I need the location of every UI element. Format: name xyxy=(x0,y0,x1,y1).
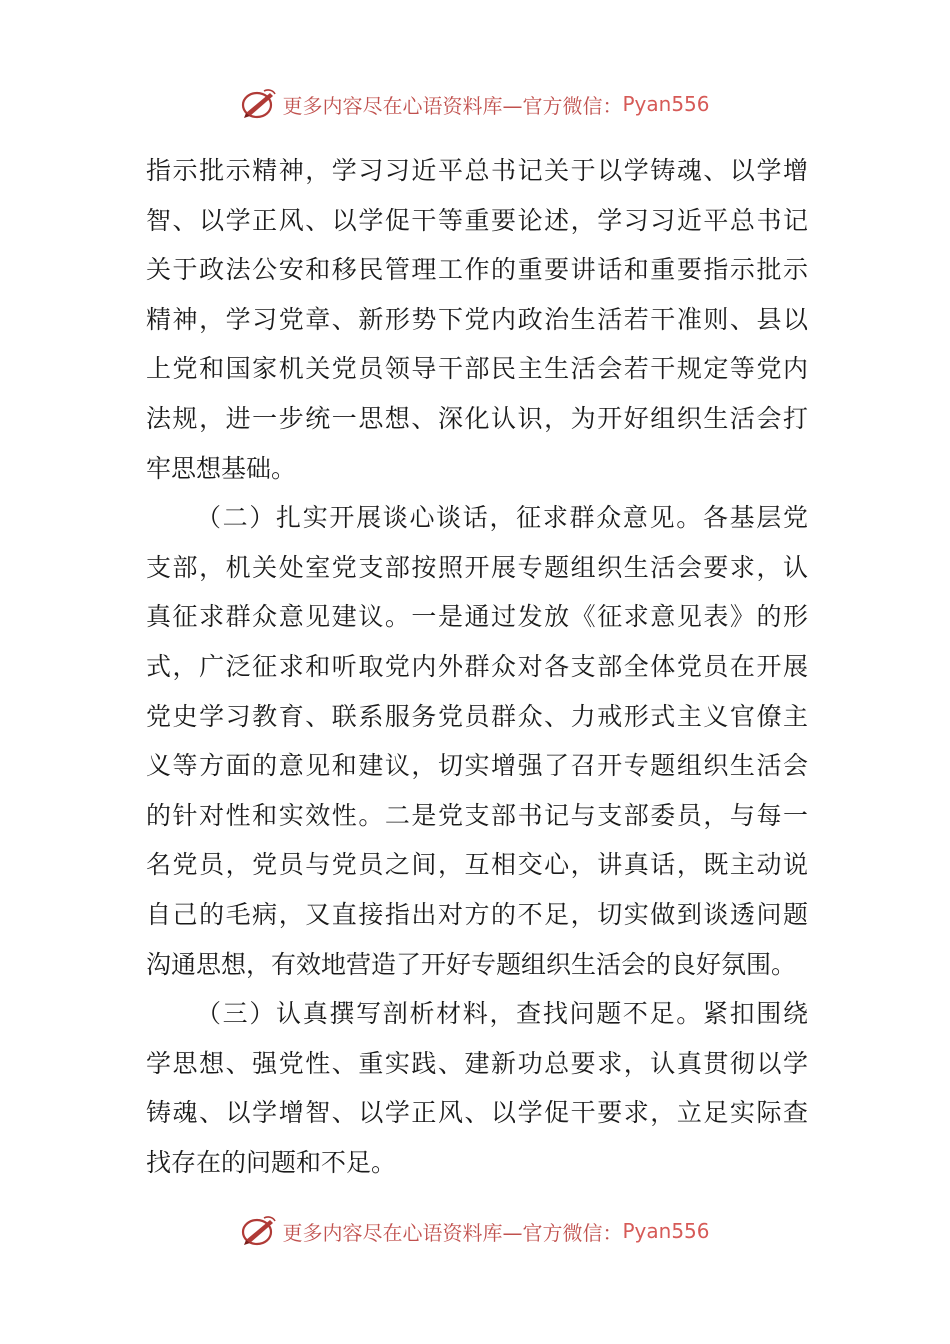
text-line: 名党员，党员与党员之间，互相交心，讲真话，既主动说 xyxy=(146,850,808,880)
text-line: 自己的毛病，又直接指出对方的不足，切实做到谈透问题 xyxy=(146,899,808,929)
text-line: 上党和国家机关党员领导干部民主生活会若干规定等党内 xyxy=(146,354,808,384)
text-line: 铸魂、以学增智、以学正风、以学促干要求，立足实际查 xyxy=(146,1098,808,1128)
watermark-text: 更多内容尽在心语资料库—官方微信： xyxy=(282,1220,623,1245)
text-line: 找存在的问题和不足。 xyxy=(146,1147,397,1177)
document-body xyxy=(146,146,808,1187)
text-line: 学思想、强党性、重实践、建新功总要求，认真贯彻以学 xyxy=(146,1048,808,1078)
text-line: 牢思想基础。 xyxy=(146,453,297,483)
header-watermark xyxy=(0,84,950,124)
watermark-wechat-id: Pyan556 xyxy=(622,1219,710,1243)
text-line: 的针对性和实效性。二是党支部书记与支部委员，与每一 xyxy=(146,800,808,830)
text-line: 指示批示精神，学习习近平总书记关于以学铸魂、以学增 xyxy=(146,156,808,185)
text-line: 义等方面的意见和建议，切实增强了召开专题组织生活会 xyxy=(146,751,808,781)
watermark-text: 更多内容尽在心语资料库—官方微信： xyxy=(282,93,623,118)
watermark-wechat-id: Pyan556 xyxy=(622,92,710,116)
text-line: 关于政法公安和移民管理工作的重要讲话和重要指示批示 xyxy=(146,255,808,285)
section-heading-line: （二）扎实开展谈心谈话，征求群众意见。各基层党 xyxy=(196,503,808,533)
text-line: 真征求群众意见建议。一是通过发放《征求意见表》的形 xyxy=(146,602,808,632)
section-heading-line: （三）认真撰写剖析材料，查找问题不足。紧扣围绕 xyxy=(196,999,808,1029)
pen-logo-icon xyxy=(240,1214,278,1248)
text-line: 法规，进一步统一思想、深化认识，为开好组织生活会打 xyxy=(146,403,808,433)
footer-watermark xyxy=(0,1211,950,1251)
text-line: 沟通思想，有效地营造了开好专题组织生活会的良好氛围。 xyxy=(146,949,797,979)
text-line: 支部，机关处室党支部按照开展专题组织生活会要求，认 xyxy=(146,552,808,582)
text-line: 精神，学习党章、新形势下党内政治生活若干准则、县以 xyxy=(146,304,808,334)
pen-logo-icon xyxy=(240,87,278,121)
text-line: 党史学习教育、联系服务党员群众、力戒形式主义官僚主 xyxy=(146,701,808,731)
text-line: 式，广泛征求和听取党内外群众对各支部全体党员在开展 xyxy=(146,651,808,681)
text-line: 智、以学正风、以学促干等重要论述，学习习近平总书记 xyxy=(146,205,808,235)
